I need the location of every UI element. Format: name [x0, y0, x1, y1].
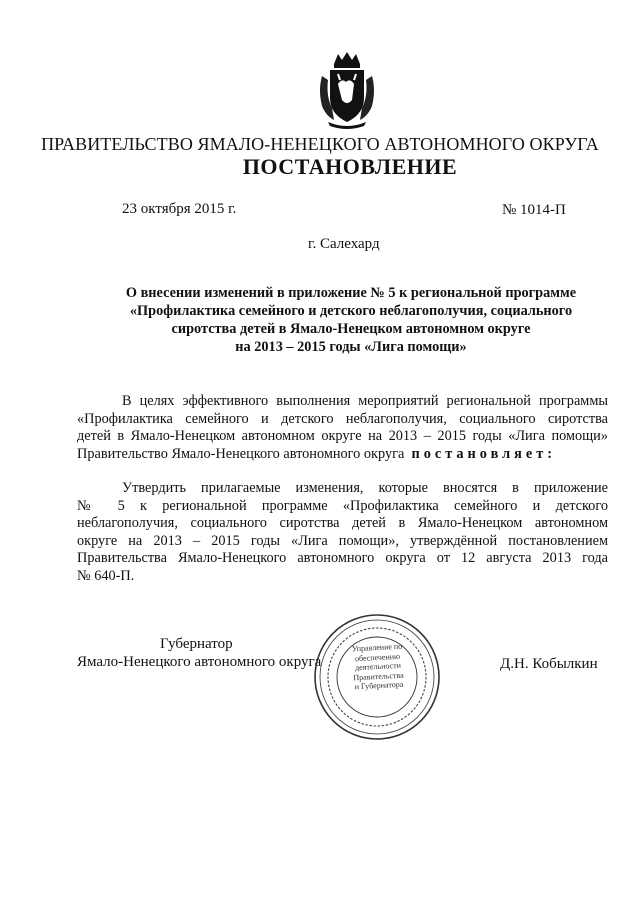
paragraph-line: округе на 2013 – 2015 годы «Лига помощи», утверждённой постановлением: [77, 532, 608, 549]
seal-text-line: Правительства: [353, 670, 404, 682]
coat-of-arms-icon: [316, 50, 378, 130]
signatory-region: Ямало-Ненецкого автономного округа: [77, 654, 322, 670]
preamble-paragraph: [77, 393, 608, 463]
subject-line: на 2013 – 2015 годы «Лига помощи»: [235, 339, 467, 355]
paragraph-line: Правительства Ямало-Ненецкого автономного округа от 12 августа 2013 года: [77, 550, 608, 566]
document-type-title: ПОСТАНОВЛЕНИЕ: [242, 154, 458, 179]
subject-line: сиротства детей в Ямало-Ненецком автономном округе: [171, 321, 531, 337]
paragraph-line: В целях эффективного выполнения мероприятий региональной программы: [122, 393, 608, 409]
paragraph-line: «Профилактика семейного и детского неблагополучия, социального сиротства: [77, 410, 608, 427]
paragraph-line: Утвердить прилагаемые изменения, которые вносятся в приложение: [122, 480, 608, 496]
paragraph-line: детей в Ямало-Ненецком автономном округе на 2013 – 2015 годы «Лига помощи»: [77, 428, 608, 444]
subject-line: «Профилактика семейного и детского неблагополучия, социального: [129, 303, 573, 319]
signatory-name: Д.Н. Кобылкин: [500, 656, 598, 672]
decree-subject: [96, 284, 606, 356]
paragraph-line: [77, 446, 608, 464]
paragraph-line: № 5 к региональной программе «Профилактика семейного и детского: [77, 497, 608, 514]
decree-date: 23 октября 2015 г.: [122, 201, 237, 217]
paragraph-line-text: Правительство Ямало-Ненецкого автономного округа: [77, 445, 405, 462]
seal-text-line: деятельности: [354, 660, 402, 673]
seal-text-line: и Губернатора: [354, 679, 404, 692]
paragraph-line: № 640-П.: [77, 567, 135, 584]
seal-text-line: обеспечению: [354, 651, 401, 663]
seal-inner-text: [342, 641, 414, 692]
decree-city: г. Салехард: [308, 236, 380, 252]
government-name: ПРАВИТЕЛЬСТВО ЯМАЛО-НЕНЕЦКОГО АВТОНОМНОГО ОКРУГА: [41, 134, 599, 154]
resolves-word: постановляет:: [411, 445, 557, 462]
subject-line: О внесении изменений в приложение № 5 к региональной программе: [125, 285, 577, 301]
decree-number: № 1014-П: [502, 202, 566, 218]
signatory-title: Губернатор: [160, 636, 233, 652]
paragraph-line: неблагополучия, социального сиротства детей в Ямало-Ненецком автономном: [77, 515, 608, 531]
seal-text-line: Управление по: [351, 641, 403, 654]
resolution-paragraph: [77, 480, 608, 585]
